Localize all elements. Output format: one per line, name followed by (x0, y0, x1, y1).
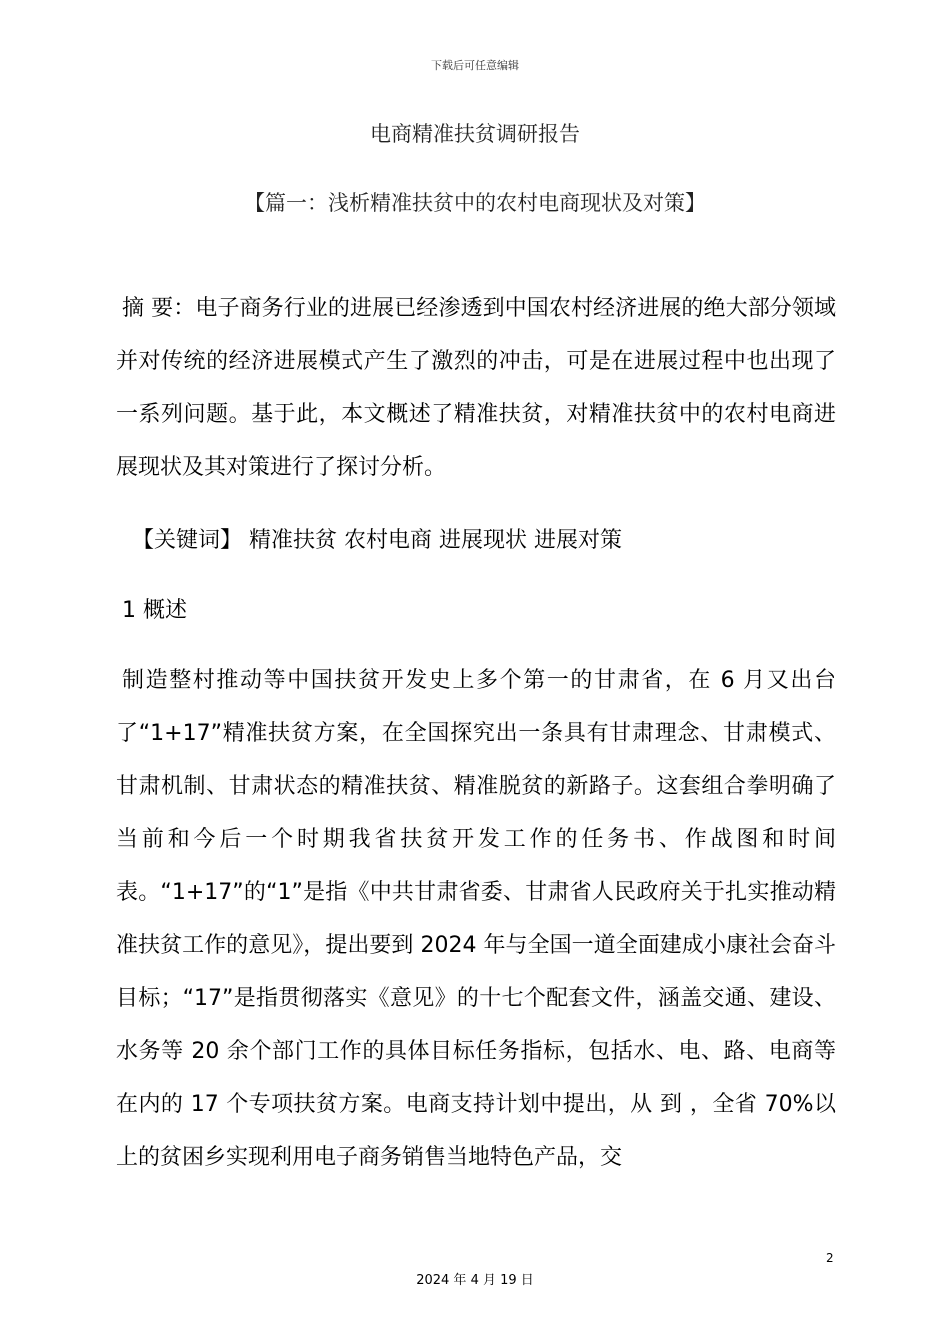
footer-date: 2024 年 4 月 19 日 (416, 1273, 534, 1288)
section-title: 【篇一：浅析精准扶贫中的农村电商现状及对策】 (244, 191, 706, 215)
document-title: 电商精准扶贫调研报告 (370, 122, 580, 146)
abstract-paragraph: 摘 要：电子商务行业的进展已经渗透到中国农村经济进展的绝大部分领域并对传统的经济进展模式产生了激烈的冲击，可是在进展过程中也出现了一系列问题。基于此，本文概述了精准扶贫，对精准扶贫中的农村电商进展现状及其对策进行了探讨分析。 (116, 296, 836, 480)
header-note: 下载后可任意编辑 (431, 59, 519, 72)
page-number: 2 (826, 1251, 834, 1265)
body-paragraph: 制造整村推动等中国扶贫开发史上多个第一的甘肃省，在 6 月又出台了“1+17”精准扶贫方案，在全国探究出一条具有甘肃理念、甘肃模式、甘肃机制、甘肃状态的精准扶贫、精准脱贫的新路子。这套组合拳明确了当前和今后一个时期我省扶贫开发工作的任务书、作战图和时间表。“1+17”的“1”是指《中共甘肃省委、甘肃省人民政府关于扎实推动精准扶贫工作的意见》，提出要到 2024 年与全国一道全面建成小康社会奋斗目标；“17”是指贯彻落实《意见》的十七个配套文件，涵盖交通、建设、水务等 20 余个部门工作的具体目标任务指标，包括水、电、路、电商等在内的 17 个专项扶贫方案。电商支持计划中提出，从 到 ，全省 70%以上的贫困乡实现利用电子商务销售当地特色产品，交 (116, 668, 836, 1170)
keywords-line: 【关键词】 精准扶贫 农村电商 进展现状 进展对策 (132, 528, 622, 553)
section-heading: 1 概述 (122, 598, 187, 623)
